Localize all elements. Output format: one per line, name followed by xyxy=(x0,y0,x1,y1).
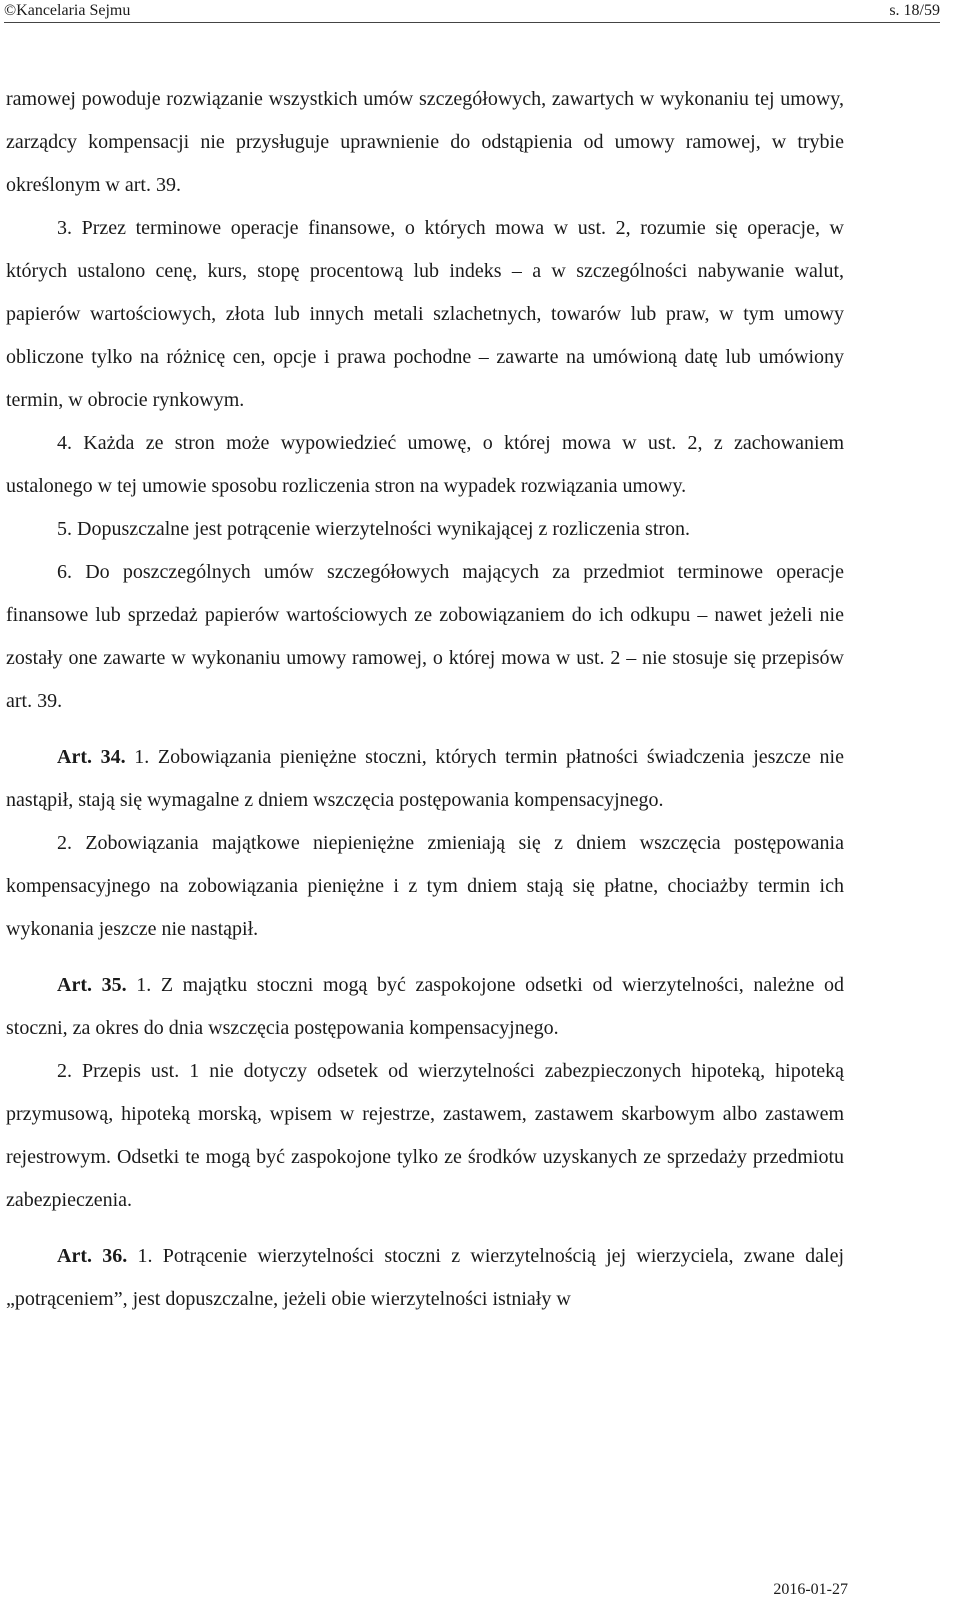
paragraph-art34-ust1 xyxy=(6,736,844,822)
paragraph-art34-ust2: 2. Zobowiązania majątkowe niepieniężne zmieniają się z dniem wszczęcia postępowania kompensacyjnego na zobowiązania pieniężne i z tym dniem stają się płatne, chociażby termin ich wykonania jeszcze nie nastąpił. xyxy=(6,832,844,940)
paragraph-art36-ust1 xyxy=(6,1235,844,1321)
paragraph-art33-ust6: 6. Do poszczególnych umów szczegółowych mających za przedmiot terminowe operacje finansowe lub sprzedaż papierów wartościowych ze zobowiązaniem do ich odkupu – nawet jeżeli nie zostały one zawarte w wykonaniu umowy ramowej, o której mowa w ust. 2 – nie stosuje się przepisów art. 39. xyxy=(6,561,844,712)
page-header xyxy=(4,0,940,23)
paragraph-art33-ust3: 3. Przez terminowe operacje finansowe, o których mowa w ust. 2, rozumie się operacje, w których ustalono cenę, kurs, stopę procentową lub indeks – a w szczególności nabywanie walut, papierów wartościowych, złota lub innych metali szlachetnych, towarów lub praw, w tym umowy obliczone tylko na różnicę cen, opcje i prawa pochodne – zawarte na umówioną datę lub umówiony termin, w obrocie rynkowym. xyxy=(6,217,844,411)
paragraph-art33-ust5: 5. Dopuszczalne jest potrącenie wierzytelności wynikającej z rozliczenia stron. xyxy=(57,518,691,540)
article-heading: Art. 35. xyxy=(57,974,127,996)
page-number: s. 18/59 xyxy=(889,2,940,19)
paragraph-text: 1. Zobowiązania pieniężne stoczni, których termin płatności świadczenia jeszcze nie nastąpił, stają się wymagalne z dniem wszczęcia postępowania kompensacyjnego. xyxy=(6,746,844,811)
paragraph-art35-ust2: 2. Przepis ust. 1 nie dotyczy odsetek od wierzytelności zabezpieczonych hipoteką, hipoteką przymusową, hipoteką morską, wpisem w rejestrze, zastawem, zastawem skarbowym albo zastawem rejestrowym. Odsetki te mogą być zaspokojone tylko ze środków uzyskanych ze sprzedaży przedmiotu zabezpieczenia. xyxy=(6,1060,844,1211)
paragraph-art33-ust4: 4. Każda ze stron może wypowiedzieć umowę, o której mowa w ust. 2, z zachowaniem ustalonego w tej umowie sposobu rozliczenia stron na wypadek rozwiązania umowy. xyxy=(6,432,844,497)
paragraph-art35-ust1 xyxy=(6,964,844,1050)
document-body xyxy=(6,78,844,1321)
article-heading: Art. 34. xyxy=(57,746,126,768)
article-heading: Art. 36. xyxy=(57,1245,128,1267)
paragraph-text: 1. Z majątku stoczni mogą być zaspokojone odsetki od wierzytelności, należne od stoczni, za okres do dnia wszczęcia postępowania kompensacyjnego. xyxy=(6,974,845,1039)
paragraph-text: 1. Potrącenie wierzytelności stoczni z wierzytelnością jej wierzyciela, zwane dalej „potrąceniem”, jest dopuszczalne, jeżeli obie wierzytelności istniały w xyxy=(6,1245,845,1310)
paragraph-continuation: ramowej powoduje rozwiązanie wszystkich umów szczegółowych, zawartych w wykonaniu tej umowy, zarządcy kompensacji nie przysługuje uprawnienie do odstąpienia od umowy ramowej, w trybie określonym w art. 39. xyxy=(6,88,844,196)
publication-date: 2016-01-27 xyxy=(773,1581,848,1598)
publisher-label: ©Kancelaria Sejmu xyxy=(4,2,131,19)
